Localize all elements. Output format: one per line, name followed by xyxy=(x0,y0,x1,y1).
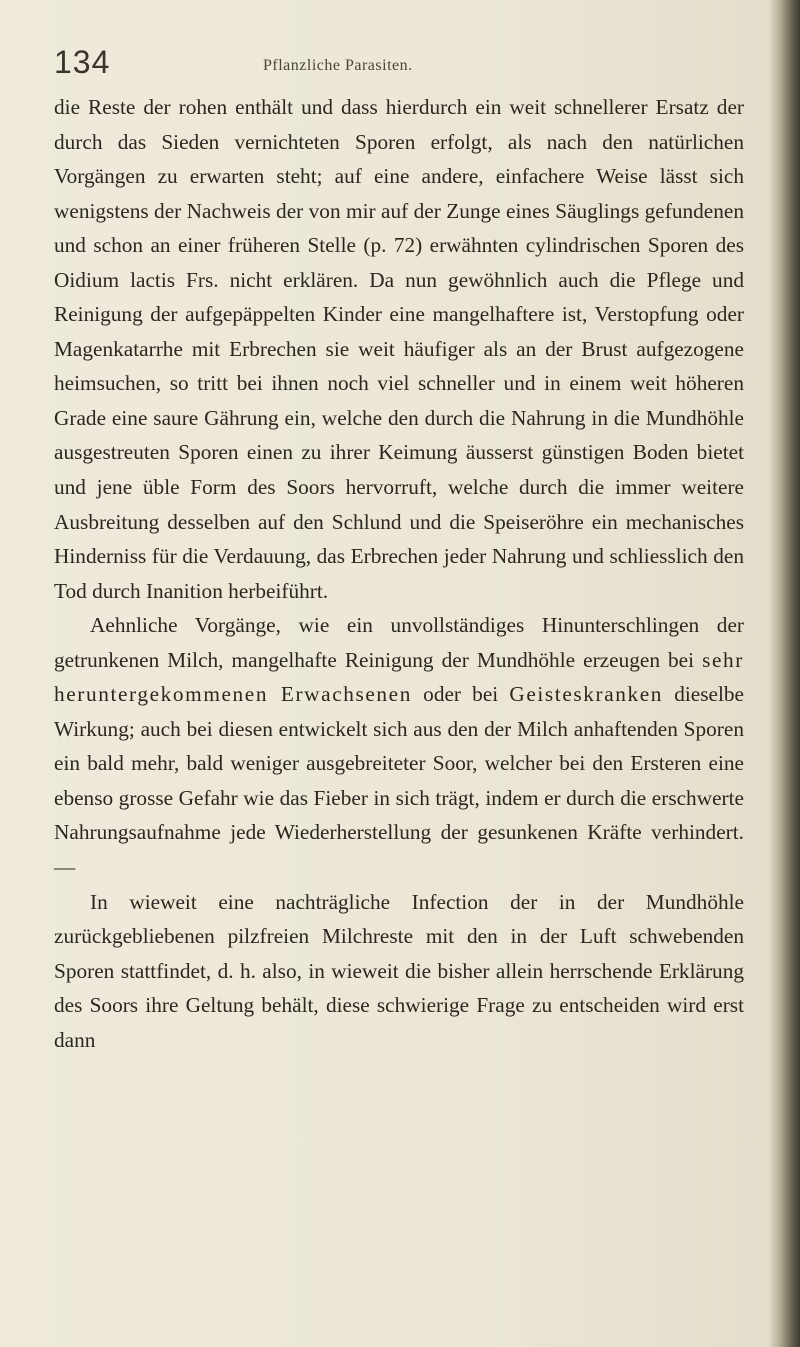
page-binding-shadow xyxy=(768,0,800,1347)
emphasis-geisteskranken: Geisteskranken xyxy=(509,682,664,707)
paragraph-2-text-a: Aehnliche Vorgänge, wie ein unvollständiges Hinunterschlingen der getrunkenen Milch, mangelhafte Reinigung der Mundhöhle erzeugen bei xyxy=(54,613,744,672)
emphasis-erwachsenen: sehr heruntergekommenen Erwachsenen xyxy=(54,647,744,707)
paragraph-2-text-b: oder bei xyxy=(423,682,499,707)
paragraph-3: In wieweit eine nachträgliche Infection der in der Mundhöhle zurückgebliebenen pilzfreien Milchreste mit den in der Luft schwebenden Sporen stattfindet, d. h. also, in wieweit die bisher allein herrschende Erklärung des Soors ihre Geltung behält, diese schwierige Frage zu entscheiden wird erst dann xyxy=(54,889,744,1052)
running-title: Pflanzliche Parasiten. xyxy=(263,57,413,74)
paragraph-2-text-c: dieselbe Wirkung; auch bei diesen entwickelt sich aus den der Milch anhaftenden Sporen ein bald mehr, bald weniger ausgebreiteter Soor, welcher bei den Ersteren eine ebenso grosse Gefahr wie das Fieber in sich trägt, indem er durch die erschwerte Nahrungsaufnahme jede Wiederherstellung der gesunkenen Kräfte verhindert. — xyxy=(54,682,745,880)
page-number: 134 xyxy=(54,44,111,80)
page-header xyxy=(54,38,754,98)
body-text xyxy=(54,90,744,1057)
paragraph-2 xyxy=(54,608,744,884)
paragraph-1: die Reste der rohen enthält und dass hierdurch ein weit schnellerer Ersatz der durch das Sieden vernichteten Sporen erfolgt, als nach den natürlichen Vorgängen zu erwarten steht; auf eine andere, einfachere Weise lässt sich wenigstens der Nachweis der von mir auf der Zunge eines Säuglings gefundenen und schon an einer früheren Stelle (p. 72) erwähnten cylindrischen Sporen des Oidium lactis Frs. nicht erklären. Da nun gewöhnlich auch die Pflege und Reinigung der aufgepäppelten Kinder eine mangelhaftere ist, Verstopfung oder Magenkatarrhe mit Erbrechen sie weit häufiger als an der Brust aufgezogene heimsuchen, so tritt bei ihnen noch viel schneller und in einem weit höheren Grade eine saure Gährung ein, welche den durch die Nahrung in die Mundhöhle ausgestreuten Sporen einen zu ihrer Keimung äusserst günstigen Boden bietet und jene üble Form des Soors hervorruft, welche durch die immer weitere Ausbreitung desselben auf den Schlund und die Speiseröhre ein mechanisches Hinderniss für die Verdauung, das Erbrechen jeder Nahrung und schliesslich den Tod durch Inanition herbeiführt. xyxy=(54,95,744,603)
